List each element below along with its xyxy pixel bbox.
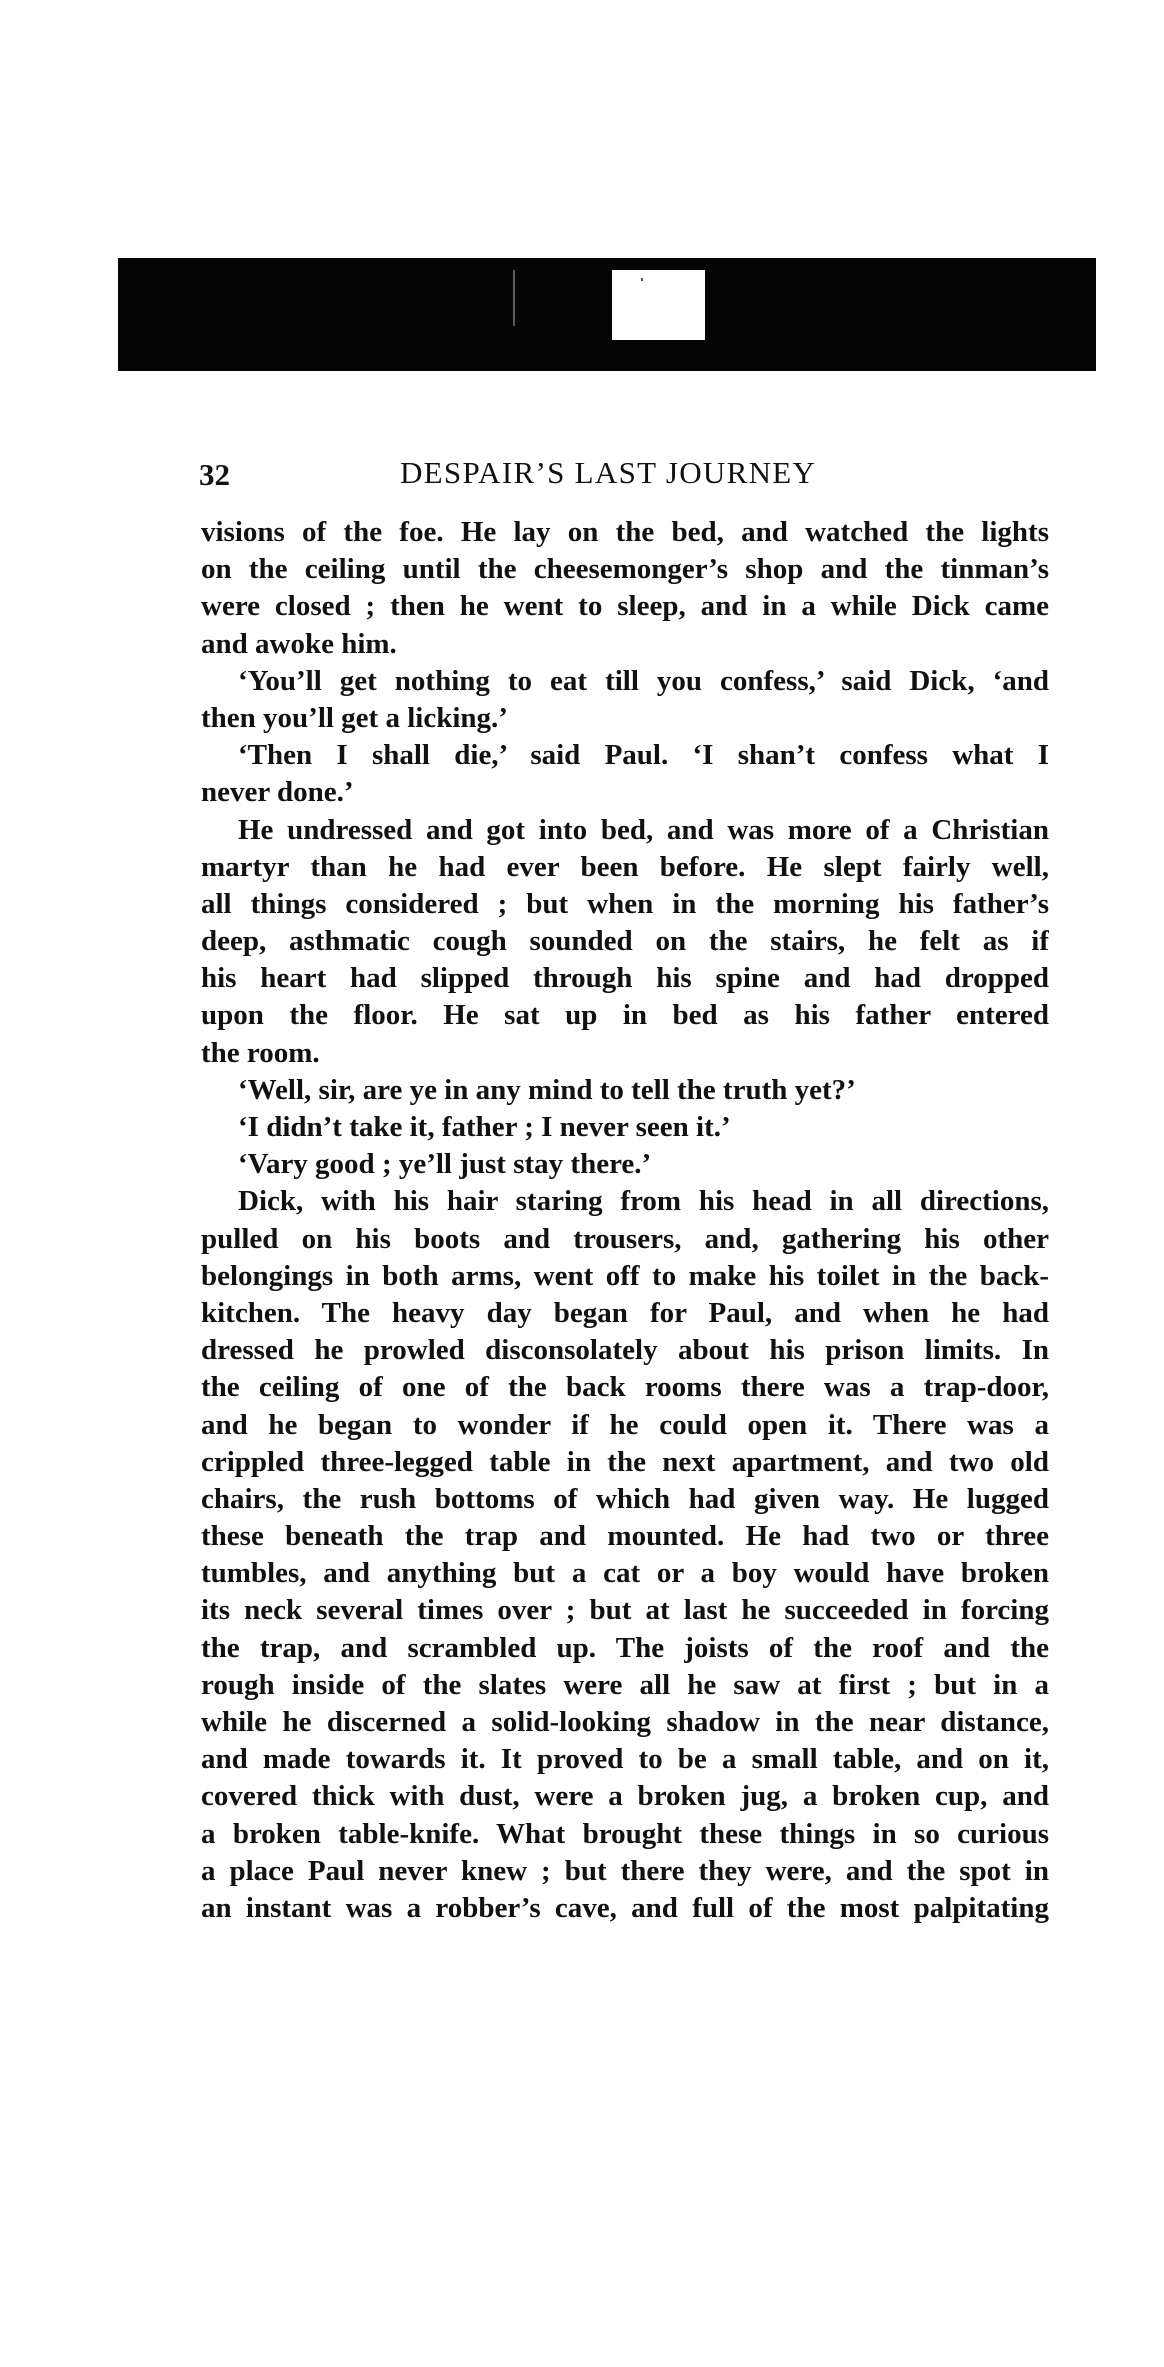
text-line: then you’ll get a licking.’ xyxy=(201,701,508,734)
text-line: ‘Then I shall die,’ said Paul. ‘I shan’t confess what I xyxy=(238,739,1049,772)
text-line: its neck several times over ; but at last he succeeded in forcing xyxy=(201,1594,1049,1627)
text-line: the trap, and scrambled up. The joists of the roof and the xyxy=(201,1631,1049,1664)
text-line: on the ceiling until the cheesemonger’s shop and the tinman’s xyxy=(201,553,1049,586)
text-line: these beneath the trap and mounted. He had two or three xyxy=(201,1520,1049,1553)
text-line: never done.’ xyxy=(201,776,354,809)
text-line: all things considered ; but when in the morning his father’s xyxy=(201,887,1049,920)
page-number: 32 xyxy=(199,457,230,492)
text-line: belongings in both arms, went off to make his toilet in the back- xyxy=(201,1259,1049,1292)
text-line: ‘You’ll get nothing to eat till you confess,’ said Dick, ‘and xyxy=(238,664,1049,697)
text-line: deep, asthmatic cough sounded on the stairs, he felt as if xyxy=(201,925,1049,958)
scan-band-notch xyxy=(513,270,515,326)
running-title: DESPAIR’S LAST JOURNEY xyxy=(400,455,817,490)
text-line: crippled three-legged table in the next apartment, and two old xyxy=(201,1445,1049,1478)
text-line: his heart had slipped through his spine and had dropped xyxy=(201,962,1049,995)
text-line: visions of the foe. He lay on the bed, and watched the lights xyxy=(201,516,1049,548)
text-line: He undressed and got into bed, and was more of a Christian xyxy=(238,813,1049,846)
text-line: an instant was a robber’s cave, and full of the most palpitating xyxy=(201,1891,1049,1924)
body-text xyxy=(201,514,1049,1927)
text-line: and awoke him. xyxy=(201,627,397,660)
text-line: a place Paul never knew ; but there they were, and the spot in xyxy=(201,1854,1049,1887)
text-line: pulled on his boots and trousers, and, gathering his other xyxy=(201,1222,1049,1255)
text-line: chairs, the rush bottoms of which had given way. He lugged xyxy=(201,1482,1049,1515)
text-line: the room. xyxy=(201,1036,320,1069)
text-line: the ceiling of one of the back rooms there was a trap-door, xyxy=(201,1371,1049,1404)
text-line: a broken table-knife. What brought these things in so curious xyxy=(201,1817,1049,1850)
text-line: while he discerned a solid-looking shadow in the near distance, xyxy=(201,1706,1049,1738)
text-line: and he began to wonder if he could open it. There was a xyxy=(201,1408,1049,1441)
text-line: martyr than he had ever been before. He slept fairly well, xyxy=(201,850,1049,883)
text-line: dressed he prowled disconsolately about his prison limits. In xyxy=(201,1334,1049,1367)
text-line: ‘Vary good ; ye’ll just stay there.’ xyxy=(238,1148,652,1181)
text-line: and made towards it. It proved to be a small table, and on it, xyxy=(201,1743,1049,1776)
scan-black-band xyxy=(118,258,1096,371)
text-line: were closed ; then he went to sleep, and in a while Dick came xyxy=(201,590,1049,623)
text-line: rough inside of the slates were all he saw at first ; but in a xyxy=(201,1668,1049,1701)
scan-speck xyxy=(641,278,643,281)
text-line: upon the floor. He sat up in bed as his father entered xyxy=(201,999,1049,1032)
text-line: Dick, with his hair staring from his head in all directions, xyxy=(238,1185,1049,1218)
text-line: tumbles, and anything but a cat or a boy would have broken xyxy=(201,1557,1049,1590)
text-line: ‘Well, sir, are ye in any mind to tell the truth yet?’ xyxy=(238,1073,856,1106)
text-line: kitchen. The heavy day began for Paul, and when he had xyxy=(201,1296,1049,1329)
scan-band-window xyxy=(612,270,705,340)
text-line: ‘I didn’t take it, father ; I never seen it.’ xyxy=(238,1111,731,1143)
text-line: covered thick with dust, were a broken jug, a broken cup, and xyxy=(201,1780,1049,1813)
